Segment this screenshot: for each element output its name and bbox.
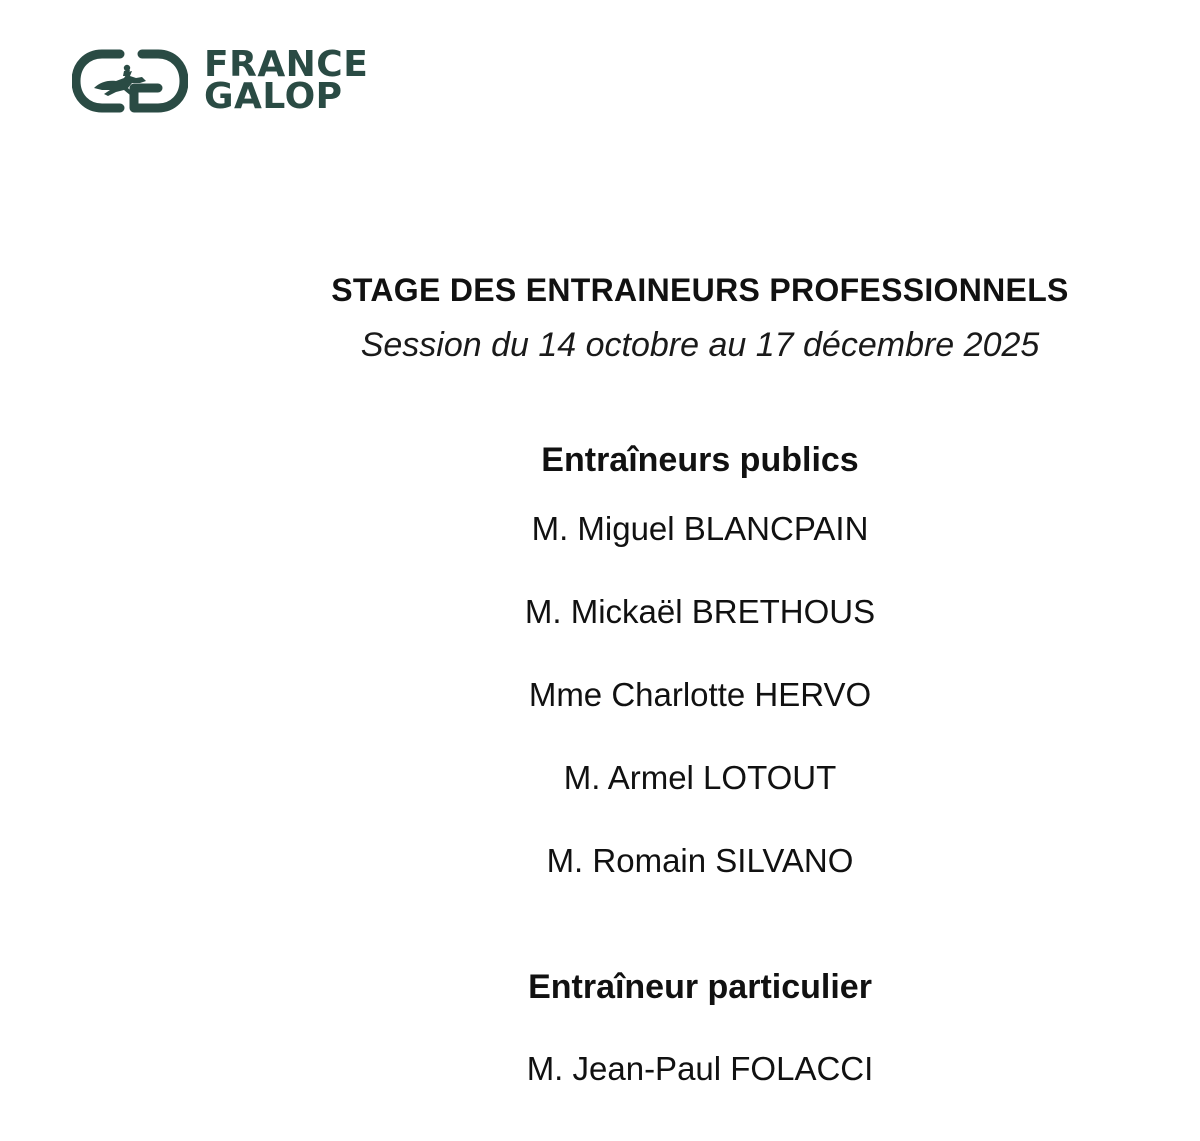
trainers-list [200, 438, 1200, 1089]
document-title: STAGE DES ENTRAINEURS PROFESSIONNELS [331, 272, 1069, 308]
document-subtitle: Session du 14 octobre au 17 décembre 2025 [360, 326, 1040, 364]
logo-line-france: FRANCE [204, 44, 369, 85]
person-name: M. Romain SILVANO [546, 842, 854, 879]
france-galop-horse-logo-icon [72, 48, 188, 114]
france-galop-logo [72, 44, 369, 117]
logo-line-galop: GALOP [204, 76, 343, 117]
logo-wordmark [204, 44, 369, 117]
person-name: M. Jean-Paul FOLACCI [526, 1050, 874, 1087]
person-name: M. Armel LOTOUT [563, 759, 837, 796]
section-public-trainers [200, 438, 1200, 881]
person-name: Mme Charlotte HERVO [528, 676, 872, 713]
person-name: M. Miguel BLANCPAIN [531, 510, 869, 547]
person-name: M. Mickaël BRETHOUS [524, 593, 876, 630]
section-heading: Entraîneur particulier [528, 968, 872, 1006]
section-private-trainer [200, 965, 1200, 1089]
section-heading: Entraîneurs publics [541, 441, 859, 479]
